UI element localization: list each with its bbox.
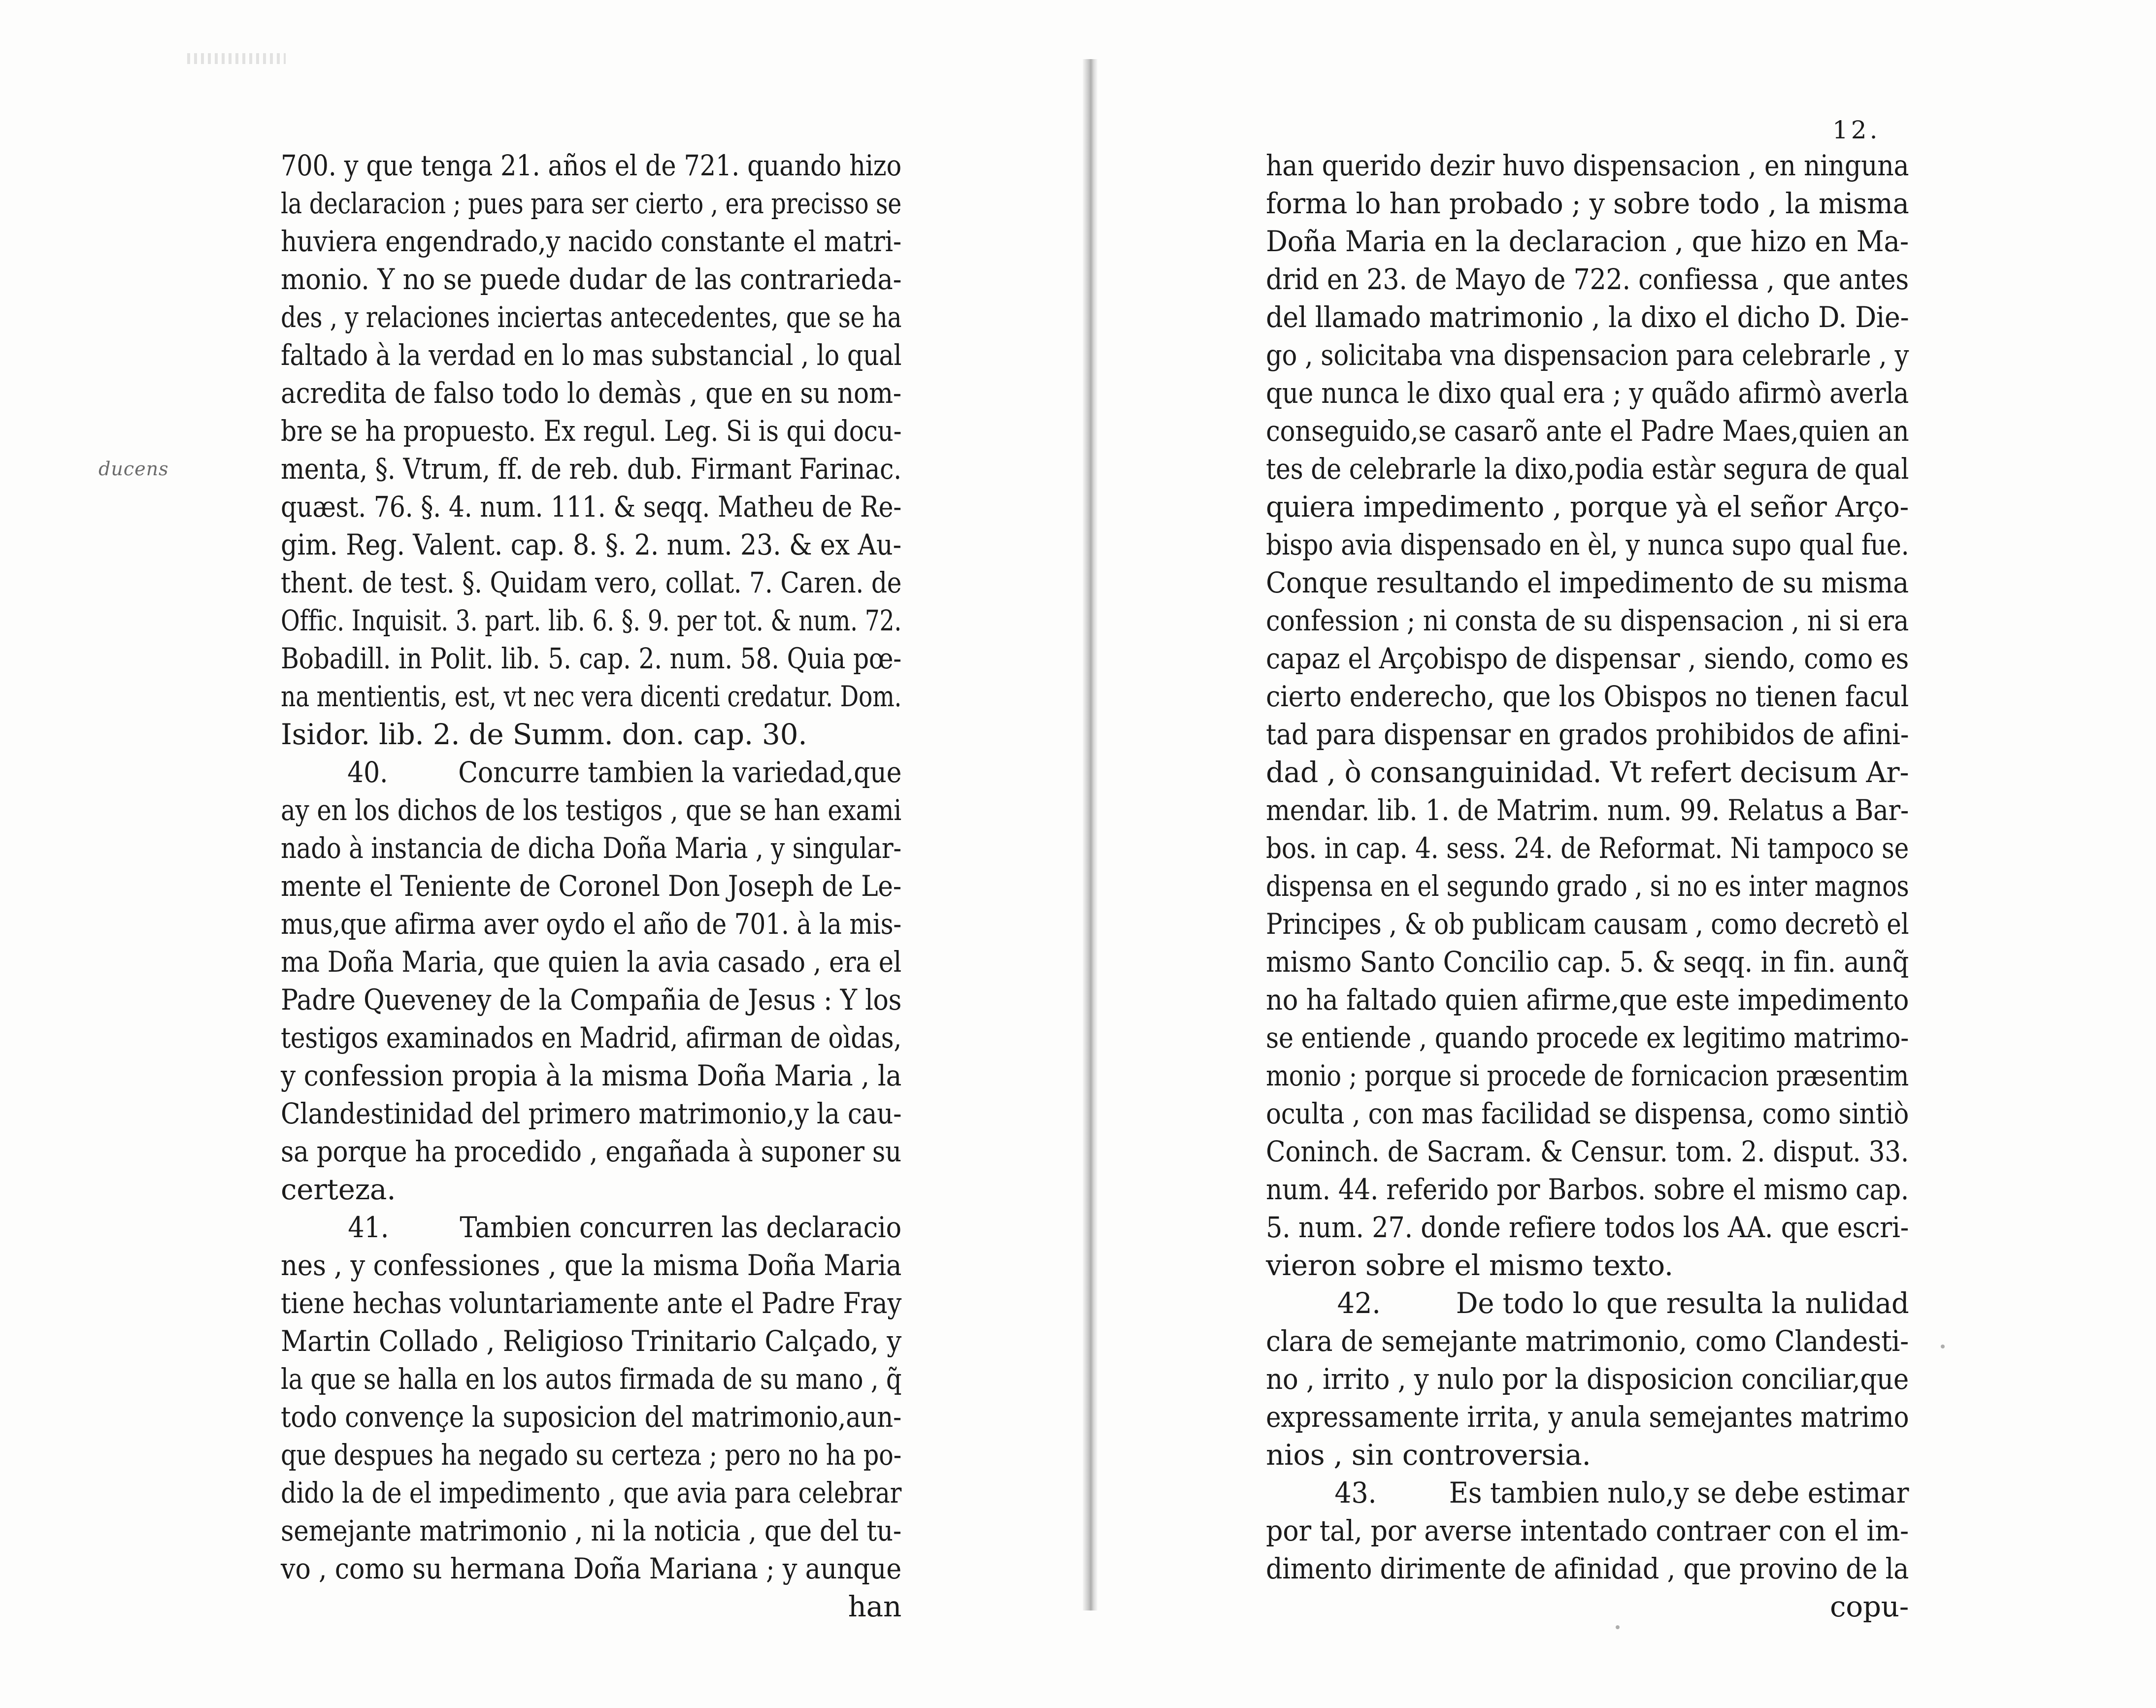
text-line: faltado à la verdad en lo mas substancial , lo qual [281, 338, 902, 372]
text-line: sa porque ha procedido , engañada à suponer su [281, 1135, 901, 1168]
text-line: mente el Teniente de Coronel Don Joseph de Le- [281, 869, 902, 903]
text-line: num. 44. referido por Barbos. sobre el mismo cap. [1266, 1173, 1909, 1206]
text-line: del llamado matrimonio , la dixo el dicho D. Die- [1266, 300, 1909, 334]
text-line: quæst. 76. §. 4. num. 111. & seqq. Matheu de Re- [281, 490, 902, 524]
text-line: acredita de falso todo lo demàs , que en su nom- [281, 376, 902, 410]
paragraph-41-first-line [281, 1209, 901, 1247]
text-line: mus,que afirma aver oydo el año de 701. à la mis- [281, 907, 902, 941]
text-line: nes , y confessiones , que la misma Doña Maria [281, 1248, 902, 1282]
text-line: tad para dispensar en grados prohibidos de afini- [1266, 718, 1909, 751]
text-line: han querido dezir huvo dispensacion , en ninguna [1266, 149, 1909, 182]
text-line: dimento dirimente de afinidad , que provino de la [1266, 1552, 1909, 1585]
text-line: Padre Queveney de la Compañia de Jesus : Y los [281, 983, 902, 1017]
left-text-column [281, 147, 901, 1626]
paragraph-text: De todo lo que resulta la nulidad [1456, 1286, 1909, 1320]
text-line: se entiende , quando procede ex legitimo matrimo- [1266, 1021, 1909, 1054]
text-line: forma lo han probado ; y sobre todo , la misma [1266, 187, 1909, 220]
paragraph-text: Concurre tambien la variedad,que [458, 755, 902, 789]
text-line: la declaracion ; pues para ser cierto , era precisso se [281, 187, 902, 220]
text-line: Offic. Inquisit. 3. part. lib. 6. §. 9. per tot. & num. 72. [281, 604, 902, 637]
text-line: oculta , con mas facilidad se dispensa, como sintiò [1266, 1097, 1909, 1130]
paragraph-text: Es tambien nulo,y se debe estimar [1449, 1476, 1909, 1510]
text-line: tiene hechas voluntariamente ante el Padre Fray [281, 1286, 902, 1320]
text-line: clara de semejante matrimonio, como Clandesti- [1266, 1324, 1909, 1358]
text-line: drid en 23. de Mayo de 722. confiessa , que antes [1266, 263, 1909, 296]
text-line: Conque resultando el impedimento de su misma [1266, 566, 1909, 599]
margin-note: ducens [99, 458, 169, 480]
text-line: nios , sin controversia. [1266, 1438, 1591, 1472]
text-line: la que se halla en los autos firmada de su mano , q̃ [281, 1362, 902, 1396]
text-line: 700. y que tenga 21. años el de 721. quando hizo [281, 149, 901, 182]
paragraph-text: Tambien concurren las declaracio [460, 1211, 901, 1244]
text-line: certeza. [281, 1173, 396, 1206]
text-line: que despues ha negado su certeza ; pero no ha po- [281, 1438, 902, 1472]
paragraph-43-first-line [1266, 1474, 1909, 1512]
text-line: todo convençe la suposicion del matrimonio,aun- [281, 1400, 902, 1434]
text-line: dido la de el impedimento , que avia para celebrar [281, 1476, 902, 1510]
text-line: huviera engendrado,y nacido constante el matri- [281, 225, 902, 258]
text-line: mendar. lib. 1. de Matrim. num. 99. Relatus a Bar- [1266, 793, 1909, 827]
ink-speck [1941, 1345, 1945, 1348]
text-line: que nunca le dixo qual era ; y quãdo afirmò averla [1266, 376, 1909, 410]
text-line: y confession propia à la misma Doña Maria , la [281, 1059, 902, 1092]
text-line: por tal, por averse intentado contraer con el im- [1266, 1514, 1909, 1547]
catchword: copu- [1830, 1590, 1909, 1623]
text-line: Principes , & ob publicam causam , como decretò el [1266, 907, 1909, 941]
text-line: testigos examinados en Madrid, afirman de oìdas, [281, 1021, 902, 1054]
text-line: tes de celebrarle la dixo,podia estàr segura de qual [1266, 452, 1909, 486]
text-line: gim. Reg. Valent. cap. 8. §. 2. num. 23. & ex Au- [281, 528, 901, 561]
text-line: Doña Maria en la declaracion , que hizo en Ma- [1266, 225, 1909, 258]
paragraph-40-first-line [281, 754, 901, 791]
text-line: no ha faltado quien afirme,que este impedimento [1266, 983, 1909, 1017]
text-line: dispensa en el segundo grado , si no es inter magnos [1266, 869, 1909, 903]
paragraph-42-first-line [1266, 1284, 1909, 1322]
text-line: cierto enderecho, que los Obispos no tienen facul [1266, 680, 1909, 713]
text-line: na mentientis, est, vt nec vera dicenti credatur. Dom. [281, 680, 902, 713]
catchword: han [848, 1590, 901, 1623]
text-line: vo , como su hermana Doña Mariana ; y aunque [281, 1552, 901, 1585]
text-line: ma Doña Maria, que quien la avia casado , era el [281, 945, 901, 979]
text-line: Coninch. de Sacram. & Censur. tom. 2. disput. 33. [1266, 1135, 1909, 1168]
text-line: go , solicitaba vna dispensacion para celebrarle , y [1266, 338, 1909, 372]
ink-speck [1616, 1625, 1620, 1629]
text-line: quiera impedimento , porque yà el señor Arço- [1266, 490, 1909, 524]
page-number: 12. [1832, 116, 1881, 144]
text-line: menta, §. Vtrum, ff. de reb. dub. Firmant Farinac. [281, 452, 902, 486]
text-line: nado à instancia de dicha Doña Maria , y singular- [281, 831, 901, 865]
right-text-column [1266, 147, 1909, 1626]
text-line: semejante matrimonio , ni la noticia , que del tu- [281, 1514, 901, 1547]
text-line: bre se ha propuesto. Ex regul. Leg. Si is qui docu- [281, 414, 902, 448]
paragraph-number: 42. [1337, 1286, 1381, 1320]
text-line: bispo avia dispensado en èl, y nunca supo qual fue. [1266, 528, 1909, 561]
text-line: dad , ò consanguinidad. Vt refert decisum Ar- [1266, 755, 1909, 789]
text-line: monio ; porque si procede de fornicacion præsentim [1266, 1059, 1909, 1092]
text-line: thent. de test. §. Quidam vero, collat. 7. Caren. de [281, 566, 902, 599]
text-line: conseguido,se casarõ ante el Padre Maes,quien an [1266, 414, 1909, 448]
text-line: Martin Collado , Religioso Trinitario Calçado, y [281, 1324, 901, 1358]
text-line: vieron sobre el mismo texto. [1266, 1248, 1673, 1282]
text-line: Bobadill. in Polit. lib. 5. cap. 2. num. 58. Quia pœ- [281, 642, 902, 675]
text-line: des , y relaciones inciertas antecedentes, que se ha [281, 300, 902, 334]
text-line: mismo Santo Concilio cap. 5. & seqq. in fin. aunq̃ [1266, 945, 1909, 979]
paragraph-number: 43. [1334, 1476, 1377, 1510]
text-line: monio. Y no se puede dudar de las contrarieda- [281, 263, 902, 296]
text-line: expressamente irrita, y anula semejantes matrimo [1266, 1400, 1909, 1434]
paragraph-number: 41. [348, 1211, 389, 1244]
text-line: Clandestinidad del primero matrimonio,y la cau- [281, 1097, 902, 1130]
text-line: confession ; ni consta de su dispensacion , ni si era [1266, 604, 1909, 637]
text-line: Isidor. lib. 2. de Summ. don. cap. 30. [281, 718, 807, 751]
text-line: 5. num. 27. donde refiere todos los AA. que escri- [1266, 1211, 1909, 1244]
right-page [1094, 0, 2156, 1708]
text-line: capaz el Arçobispo de dispensar , siendo, como es [1266, 642, 1909, 675]
text-line: no , irrito , y nulo por la disposicion conciliar,que [1266, 1362, 1909, 1396]
paragraph-number: 40. [347, 755, 388, 789]
text-line: ay en los dichos de los testigos , que se han exami [281, 793, 901, 827]
text-line: bos. in cap. 4. sess. 24. de Reformat. Ni tampoco se [1266, 831, 1909, 865]
